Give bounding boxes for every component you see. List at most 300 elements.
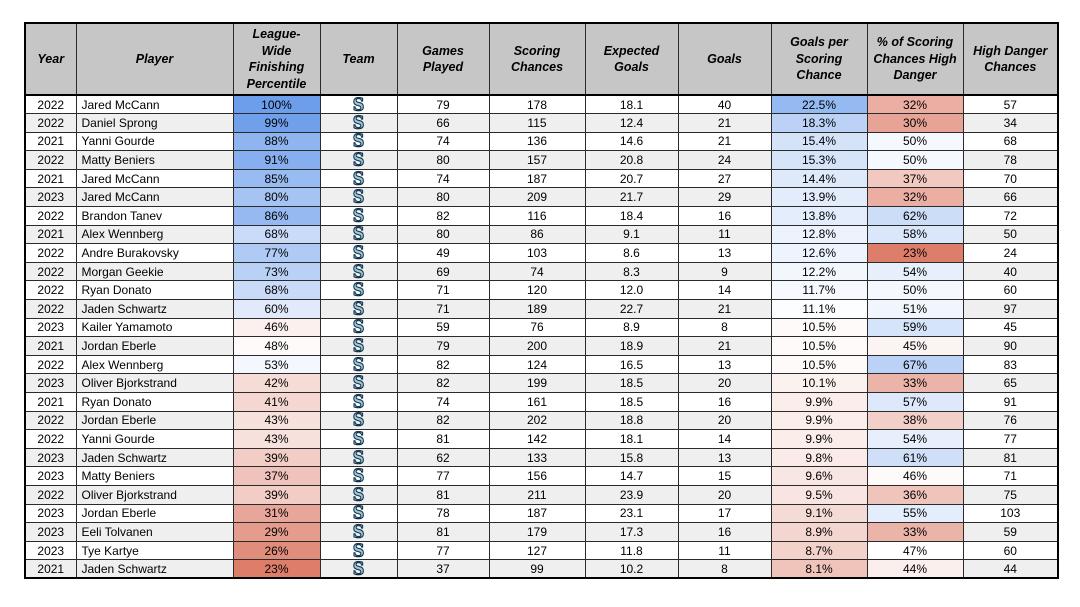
high-danger-pct-cell: 50% (867, 132, 963, 151)
expected-goals-cell: 18.5 (585, 393, 678, 412)
goals-cell: 17 (678, 504, 771, 523)
high-danger-pct-cell: 50% (867, 151, 963, 170)
high-danger-pct-cell: 32% (867, 95, 963, 114)
kraken-team-logo-icon: S (352, 225, 365, 244)
games-played-cell: 69 (397, 262, 489, 281)
games-played-cell: 80 (397, 151, 489, 170)
team-logo-cell (320, 504, 397, 523)
year-cell: 2021 (25, 169, 76, 188)
scoring-chances-cell: 156 (489, 467, 585, 486)
team-logo-cell (320, 188, 397, 207)
games-played-cell: 81 (397, 485, 489, 504)
finishing-percentile-cell: 48% (233, 337, 320, 356)
team-logo-cell (320, 281, 397, 300)
player-cell: Jordan Eberle (76, 411, 233, 430)
high-danger-pct-cell: 45% (867, 337, 963, 356)
year-cell: 2023 (25, 374, 76, 393)
kraken-team-logo-icon: S (352, 559, 365, 579)
games-played-cell: 62 (397, 448, 489, 467)
high-danger-pct-cell: 37% (867, 169, 963, 188)
team-logo-cell (320, 541, 397, 560)
year-cell: 2023 (25, 467, 76, 486)
team-logo-cell (320, 448, 397, 467)
player-cell: Alex Wennberg (76, 355, 233, 374)
table-row (25, 300, 1058, 319)
goals-per-scoring-chance-cell: 8.7% (771, 541, 867, 560)
team-logo-cell (320, 523, 397, 542)
player-cell: Matty Beniers (76, 467, 233, 486)
player-cell: Kailer Yamamoto (76, 318, 233, 337)
year-cell: 2021 (25, 225, 76, 244)
goals-per-scoring-chance-cell: 8.9% (771, 523, 867, 542)
expected-goals-cell: 20.7 (585, 169, 678, 188)
table-row (25, 244, 1058, 263)
finishing-percentile-cell: 41% (233, 393, 320, 412)
table-row (25, 541, 1058, 560)
finishing-percentile-cell: 23% (233, 560, 320, 579)
team-logo-cell (320, 337, 397, 356)
table-row (25, 374, 1058, 393)
table-row (25, 504, 1058, 523)
expected-goals-cell: 12.0 (585, 281, 678, 300)
table-row (25, 188, 1058, 207)
kraken-team-logo-icon: S (352, 95, 365, 114)
expected-goals-cell: 23.1 (585, 504, 678, 523)
expected-goals-cell: 18.1 (585, 430, 678, 449)
scoring-chances-cell: 179 (489, 523, 585, 542)
high-danger-chances-cell: 34 (963, 114, 1058, 133)
kraken-team-logo-icon: S (352, 466, 365, 486)
year-cell: 2022 (25, 411, 76, 430)
team-logo-cell (320, 207, 397, 226)
games-played-cell: 77 (397, 467, 489, 486)
table-body (25, 95, 1058, 578)
finishing-percentile-cell: 42% (233, 374, 320, 393)
expected-goals-cell: 8.6 (585, 244, 678, 263)
high-danger-pct-cell: 62% (867, 207, 963, 226)
expected-goals-cell: 9.1 (585, 225, 678, 244)
finishing-percentile-cell: 99% (233, 114, 320, 133)
finishing-percentile-cell: 43% (233, 411, 320, 430)
year-cell: 2022 (25, 151, 76, 170)
goals-per-scoring-chance-cell: 11.7% (771, 281, 867, 300)
goals-per-scoring-chance-cell: 12.6% (771, 244, 867, 263)
kraken-team-logo-icon: S (352, 504, 365, 523)
games-played-cell: 59 (397, 318, 489, 337)
kraken-team-logo-icon: S (352, 448, 365, 467)
finishing-percentile-cell: 85% (233, 169, 320, 188)
goals-per-scoring-chance-cell: 18.3% (771, 114, 867, 133)
table-row (25, 318, 1058, 337)
finishing-percentile-cell: 77% (233, 244, 320, 263)
games-played-cell: 81 (397, 523, 489, 542)
scoring-chances-cell: 127 (489, 541, 585, 560)
kraken-team-logo-icon: S (352, 206, 365, 226)
goals-cell: 24 (678, 151, 771, 170)
player-cell: Oliver Bjorkstrand (76, 485, 233, 504)
expected-goals-cell: 12.4 (585, 114, 678, 133)
table-row (25, 262, 1058, 281)
finishing-percentile-cell: 80% (233, 188, 320, 207)
finishing-percentile-cell: 39% (233, 485, 320, 504)
goals-per-scoring-chance-cell: 9.6% (771, 467, 867, 486)
year-cell: 2022 (25, 281, 76, 300)
games-played-cell: 80 (397, 225, 489, 244)
year-cell: 2023 (25, 188, 76, 207)
column-header-player: Player (76, 23, 233, 95)
kraken-team-logo-icon: S (352, 150, 365, 170)
kraken-team-logo-icon: S (352, 262, 365, 281)
year-cell: 2022 (25, 95, 76, 114)
scoring-chances-cell: 187 (489, 169, 585, 188)
goals-cell: 8 (678, 318, 771, 337)
high-danger-pct-cell: 54% (867, 262, 963, 281)
finishing-percentile-cell: 37% (233, 467, 320, 486)
team-logo-cell (320, 467, 397, 486)
goals-cell: 27 (678, 169, 771, 188)
player-cell: Alex Wennberg (76, 225, 233, 244)
goals-per-scoring-chance-cell: 8.1% (771, 560, 867, 579)
table-row (25, 151, 1058, 170)
scoring-chances-cell: 136 (489, 132, 585, 151)
column-header-year: Year (25, 23, 76, 95)
expected-goals-cell: 18.1 (585, 95, 678, 114)
goals-per-scoring-chance-cell: 9.8% (771, 448, 867, 467)
team-logo-cell (320, 151, 397, 170)
games-played-cell: 66 (397, 114, 489, 133)
high-danger-pct-cell: 50% (867, 281, 963, 300)
year-cell: 2022 (25, 262, 76, 281)
games-played-cell: 71 (397, 300, 489, 319)
goals-per-scoring-chance-cell: 9.9% (771, 393, 867, 412)
finishing-percentile-cell: 60% (233, 300, 320, 319)
table-row (25, 485, 1058, 504)
player-cell: Oliver Bjorkstrand (76, 374, 233, 393)
kraken-team-logo-icon: S (352, 132, 365, 151)
kraken-team-logo-icon: S (352, 187, 365, 207)
goals-cell: 13 (678, 448, 771, 467)
year-cell: 2021 (25, 393, 76, 412)
goals-per-scoring-chance-cell: 14.4% (771, 169, 867, 188)
table-row (25, 393, 1058, 412)
expected-goals-cell: 14.6 (585, 132, 678, 151)
scoring-chances-cell: 187 (489, 504, 585, 523)
year-cell: 2022 (25, 207, 76, 226)
player-cell: Jaden Schwartz (76, 560, 233, 579)
table-row (25, 467, 1058, 486)
kraken-team-logo-icon: S (352, 355, 365, 374)
high-danger-pct-cell: 57% (867, 393, 963, 412)
high-danger-chances-cell: 97 (963, 300, 1058, 319)
goals-cell: 14 (678, 430, 771, 449)
high-danger-chances-cell: 45 (963, 318, 1058, 337)
high-danger-chances-cell: 91 (963, 393, 1058, 412)
player-cell: Yanni Gourde (76, 430, 233, 449)
team-logo-cell (320, 169, 397, 188)
table-row (25, 448, 1058, 467)
high-danger-pct-cell: 58% (867, 225, 963, 244)
team-logo-cell (320, 374, 397, 393)
table-row (25, 95, 1058, 114)
high-danger-pct-cell: 30% (867, 114, 963, 133)
column-header-games-played: Games Played (397, 23, 489, 95)
table-row (25, 560, 1058, 579)
column-header-scoring-chances: Scoring Chances (489, 23, 585, 95)
high-danger-chances-cell: 60 (963, 281, 1058, 300)
high-danger-chances-cell: 83 (963, 355, 1058, 374)
high-danger-chances-cell: 81 (963, 448, 1058, 467)
high-danger-pct-cell: 32% (867, 188, 963, 207)
column-header-finishing-percentile: League-Wide Finishing Percentile (233, 23, 320, 95)
finishing-percentile-cell: 53% (233, 355, 320, 374)
kraken-team-logo-icon: S (352, 169, 365, 188)
team-logo-cell (320, 225, 397, 244)
player-cell: Tye Kartye (76, 541, 233, 560)
games-played-cell: 78 (397, 504, 489, 523)
player-cell: Daniel Sprong (76, 114, 233, 133)
scoring-chances-cell: 142 (489, 430, 585, 449)
scoring-chances-cell: 199 (489, 374, 585, 393)
finishing-percentile-cell: 39% (233, 448, 320, 467)
scoring-chances-cell: 86 (489, 225, 585, 244)
expected-goals-cell: 11.8 (585, 541, 678, 560)
scoring-chances-cell: 211 (489, 485, 585, 504)
expected-goals-cell: 23.9 (585, 485, 678, 504)
player-cell: Jordan Eberle (76, 337, 233, 356)
games-played-cell: 82 (397, 374, 489, 393)
goals-cell: 21 (678, 337, 771, 356)
high-danger-chances-cell: 103 (963, 504, 1058, 523)
team-logo-cell (320, 485, 397, 504)
goals-per-scoring-chance-cell: 10.5% (771, 337, 867, 356)
column-header-expected-goals: Expected Goals (585, 23, 678, 95)
games-played-cell: 74 (397, 393, 489, 412)
scoring-chances-cell: 161 (489, 393, 585, 412)
scoring-chances-cell: 99 (489, 560, 585, 579)
high-danger-pct-cell: 33% (867, 523, 963, 542)
finishing-percentile-cell: 68% (233, 281, 320, 300)
high-danger-chances-cell: 90 (963, 337, 1058, 356)
table-header-row (25, 23, 1058, 95)
team-logo-cell (320, 95, 397, 114)
player-cell: Matty Beniers (76, 151, 233, 170)
player-cell: Eeli Tolvanen (76, 523, 233, 542)
games-played-cell: 81 (397, 430, 489, 449)
high-danger-chances-cell: 65 (963, 374, 1058, 393)
high-danger-chances-cell: 78 (963, 151, 1058, 170)
column-header-goals-per-scoring-chance: Goals per Scoring Chance (771, 23, 867, 95)
expected-goals-cell: 10.2 (585, 560, 678, 579)
year-cell: 2021 (25, 337, 76, 356)
year-cell: 2021 (25, 132, 76, 151)
kraken-team-logo-icon: S (352, 243, 365, 263)
column-header-goals: Goals (678, 23, 771, 95)
year-cell: 2023 (25, 448, 76, 467)
expected-goals-cell: 17.3 (585, 523, 678, 542)
column-header-pct-scoring-chances-high-danger: % of Scoring Chances High Danger (867, 23, 963, 95)
team-logo-cell (320, 393, 397, 412)
goals-per-scoring-chance-cell: 12.2% (771, 262, 867, 281)
goals-cell: 21 (678, 114, 771, 133)
games-played-cell: 37 (397, 560, 489, 579)
year-cell: 2022 (25, 485, 76, 504)
year-cell: 2023 (25, 318, 76, 337)
expected-goals-cell: 8.9 (585, 318, 678, 337)
high-danger-pct-cell: 51% (867, 300, 963, 319)
player-cell: Jared McCann (76, 169, 233, 188)
high-danger-chances-cell: 70 (963, 169, 1058, 188)
high-danger-chances-cell: 76 (963, 411, 1058, 430)
kraken-team-logo-icon: S (352, 411, 365, 430)
high-danger-chances-cell: 68 (963, 132, 1058, 151)
finishing-percentile-cell: 68% (233, 225, 320, 244)
goals-cell: 20 (678, 485, 771, 504)
table-row (25, 225, 1058, 244)
goals-cell: 16 (678, 523, 771, 542)
scoring-chances-cell: 209 (489, 188, 585, 207)
high-danger-pct-cell: 46% (867, 467, 963, 486)
scoring-chances-cell: 76 (489, 318, 585, 337)
goals-cell: 8 (678, 560, 771, 579)
high-danger-pct-cell: 36% (867, 485, 963, 504)
year-cell: 2022 (25, 300, 76, 319)
high-danger-chances-cell: 75 (963, 485, 1058, 504)
finishing-percentile-cell: 86% (233, 207, 320, 226)
scoring-chances-cell: 202 (489, 411, 585, 430)
goals-cell: 21 (678, 300, 771, 319)
goals-cell: 16 (678, 393, 771, 412)
goals-per-scoring-chance-cell: 12.8% (771, 225, 867, 244)
table-row (25, 132, 1058, 151)
player-cell: Jordan Eberle (76, 504, 233, 523)
player-cell: Brandon Tanev (76, 207, 233, 226)
kraken-team-logo-icon: S (352, 318, 365, 337)
team-logo-cell (320, 430, 397, 449)
high-danger-chances-cell: 71 (963, 467, 1058, 486)
goals-per-scoring-chance-cell: 13.9% (771, 188, 867, 207)
finishing-percentile-cell: 43% (233, 430, 320, 449)
games-played-cell: 82 (397, 207, 489, 226)
kraken-team-logo-icon: S (352, 429, 365, 449)
table-row (25, 207, 1058, 226)
games-played-cell: 71 (397, 281, 489, 300)
scoring-chances-cell: 116 (489, 207, 585, 226)
team-logo-cell (320, 411, 397, 430)
games-played-cell: 80 (397, 188, 489, 207)
player-cell: Jared McCann (76, 188, 233, 207)
goals-per-scoring-chance-cell: 9.9% (771, 430, 867, 449)
high-danger-chances-cell: 44 (963, 560, 1058, 579)
high-danger-pct-cell: 44% (867, 560, 963, 579)
high-danger-pct-cell: 61% (867, 448, 963, 467)
player-cell: Jaden Schwartz (76, 300, 233, 319)
goals-cell: 15 (678, 467, 771, 486)
scoring-chances-cell: 103 (489, 244, 585, 263)
games-played-cell: 49 (397, 244, 489, 263)
kraken-team-logo-icon: S (352, 541, 365, 560)
goals-cell: 11 (678, 225, 771, 244)
high-danger-pct-cell: 33% (867, 374, 963, 393)
team-logo-cell (320, 114, 397, 133)
high-danger-pct-cell: 55% (867, 504, 963, 523)
goals-per-scoring-chance-cell: 10.5% (771, 355, 867, 374)
player-finishing-stats-table (24, 22, 1059, 579)
goals-cell: 40 (678, 95, 771, 114)
expected-goals-cell: 18.9 (585, 337, 678, 356)
scoring-chances-cell: 178 (489, 95, 585, 114)
finishing-percentile-cell: 29% (233, 523, 320, 542)
goals-per-scoring-chance-cell: 15.4% (771, 132, 867, 151)
player-cell: Ryan Donato (76, 281, 233, 300)
high-danger-chances-cell: 24 (963, 244, 1058, 263)
player-cell: Andre Burakovsky (76, 244, 233, 263)
team-logo-cell (320, 244, 397, 263)
table-row (25, 355, 1058, 374)
high-danger-pct-cell: 23% (867, 244, 963, 263)
scoring-chances-cell: 200 (489, 337, 585, 356)
games-played-cell: 77 (397, 541, 489, 560)
scoring-chances-cell: 120 (489, 281, 585, 300)
scoring-chances-cell: 124 (489, 355, 585, 374)
goals-cell: 29 (678, 188, 771, 207)
goals-cell: 13 (678, 355, 771, 374)
high-danger-pct-cell: 47% (867, 541, 963, 560)
goals-cell: 20 (678, 411, 771, 430)
team-logo-cell (320, 300, 397, 319)
finishing-percentile-cell: 91% (233, 151, 320, 170)
goals-per-scoring-chance-cell: 15.3% (771, 151, 867, 170)
high-danger-chances-cell: 40 (963, 262, 1058, 281)
high-danger-pct-cell: 54% (867, 430, 963, 449)
games-played-cell: 79 (397, 95, 489, 114)
kraken-team-logo-icon: S (352, 113, 365, 133)
finishing-percentile-cell: 88% (233, 132, 320, 151)
high-danger-pct-cell: 59% (867, 318, 963, 337)
year-cell: 2021 (25, 560, 76, 579)
player-cell: Morgan Geekie (76, 262, 233, 281)
year-cell: 2023 (25, 541, 76, 560)
goals-per-scoring-chance-cell: 10.1% (771, 374, 867, 393)
table-row (25, 169, 1058, 188)
games-played-cell: 74 (397, 169, 489, 188)
team-logo-cell (320, 560, 397, 579)
kraken-team-logo-icon: S (352, 336, 365, 356)
team-logo-cell (320, 262, 397, 281)
player-cell: Yanni Gourde (76, 132, 233, 151)
goals-per-scoring-chance-cell: 9.5% (771, 485, 867, 504)
column-header-high-danger-chances: High Danger Chances (963, 23, 1058, 95)
year-cell: 2023 (25, 504, 76, 523)
table-row (25, 114, 1058, 133)
goals-cell: 9 (678, 262, 771, 281)
goals-cell: 14 (678, 281, 771, 300)
kraken-team-logo-icon: S (352, 485, 365, 505)
expected-goals-cell: 22.7 (585, 300, 678, 319)
goals-cell: 11 (678, 541, 771, 560)
high-danger-chances-cell: 50 (963, 225, 1058, 244)
year-cell: 2022 (25, 430, 76, 449)
games-played-cell: 74 (397, 132, 489, 151)
goals-per-scoring-chance-cell: 11.1% (771, 300, 867, 319)
player-cell: Jared McCann (76, 95, 233, 114)
games-played-cell: 82 (397, 355, 489, 374)
finishing-percentile-cell: 46% (233, 318, 320, 337)
games-played-cell: 82 (397, 411, 489, 430)
expected-goals-cell: 18.4 (585, 207, 678, 226)
kraken-team-logo-icon: S (352, 373, 365, 393)
scoring-chances-cell: 74 (489, 262, 585, 281)
high-danger-chances-cell: 59 (963, 523, 1058, 542)
